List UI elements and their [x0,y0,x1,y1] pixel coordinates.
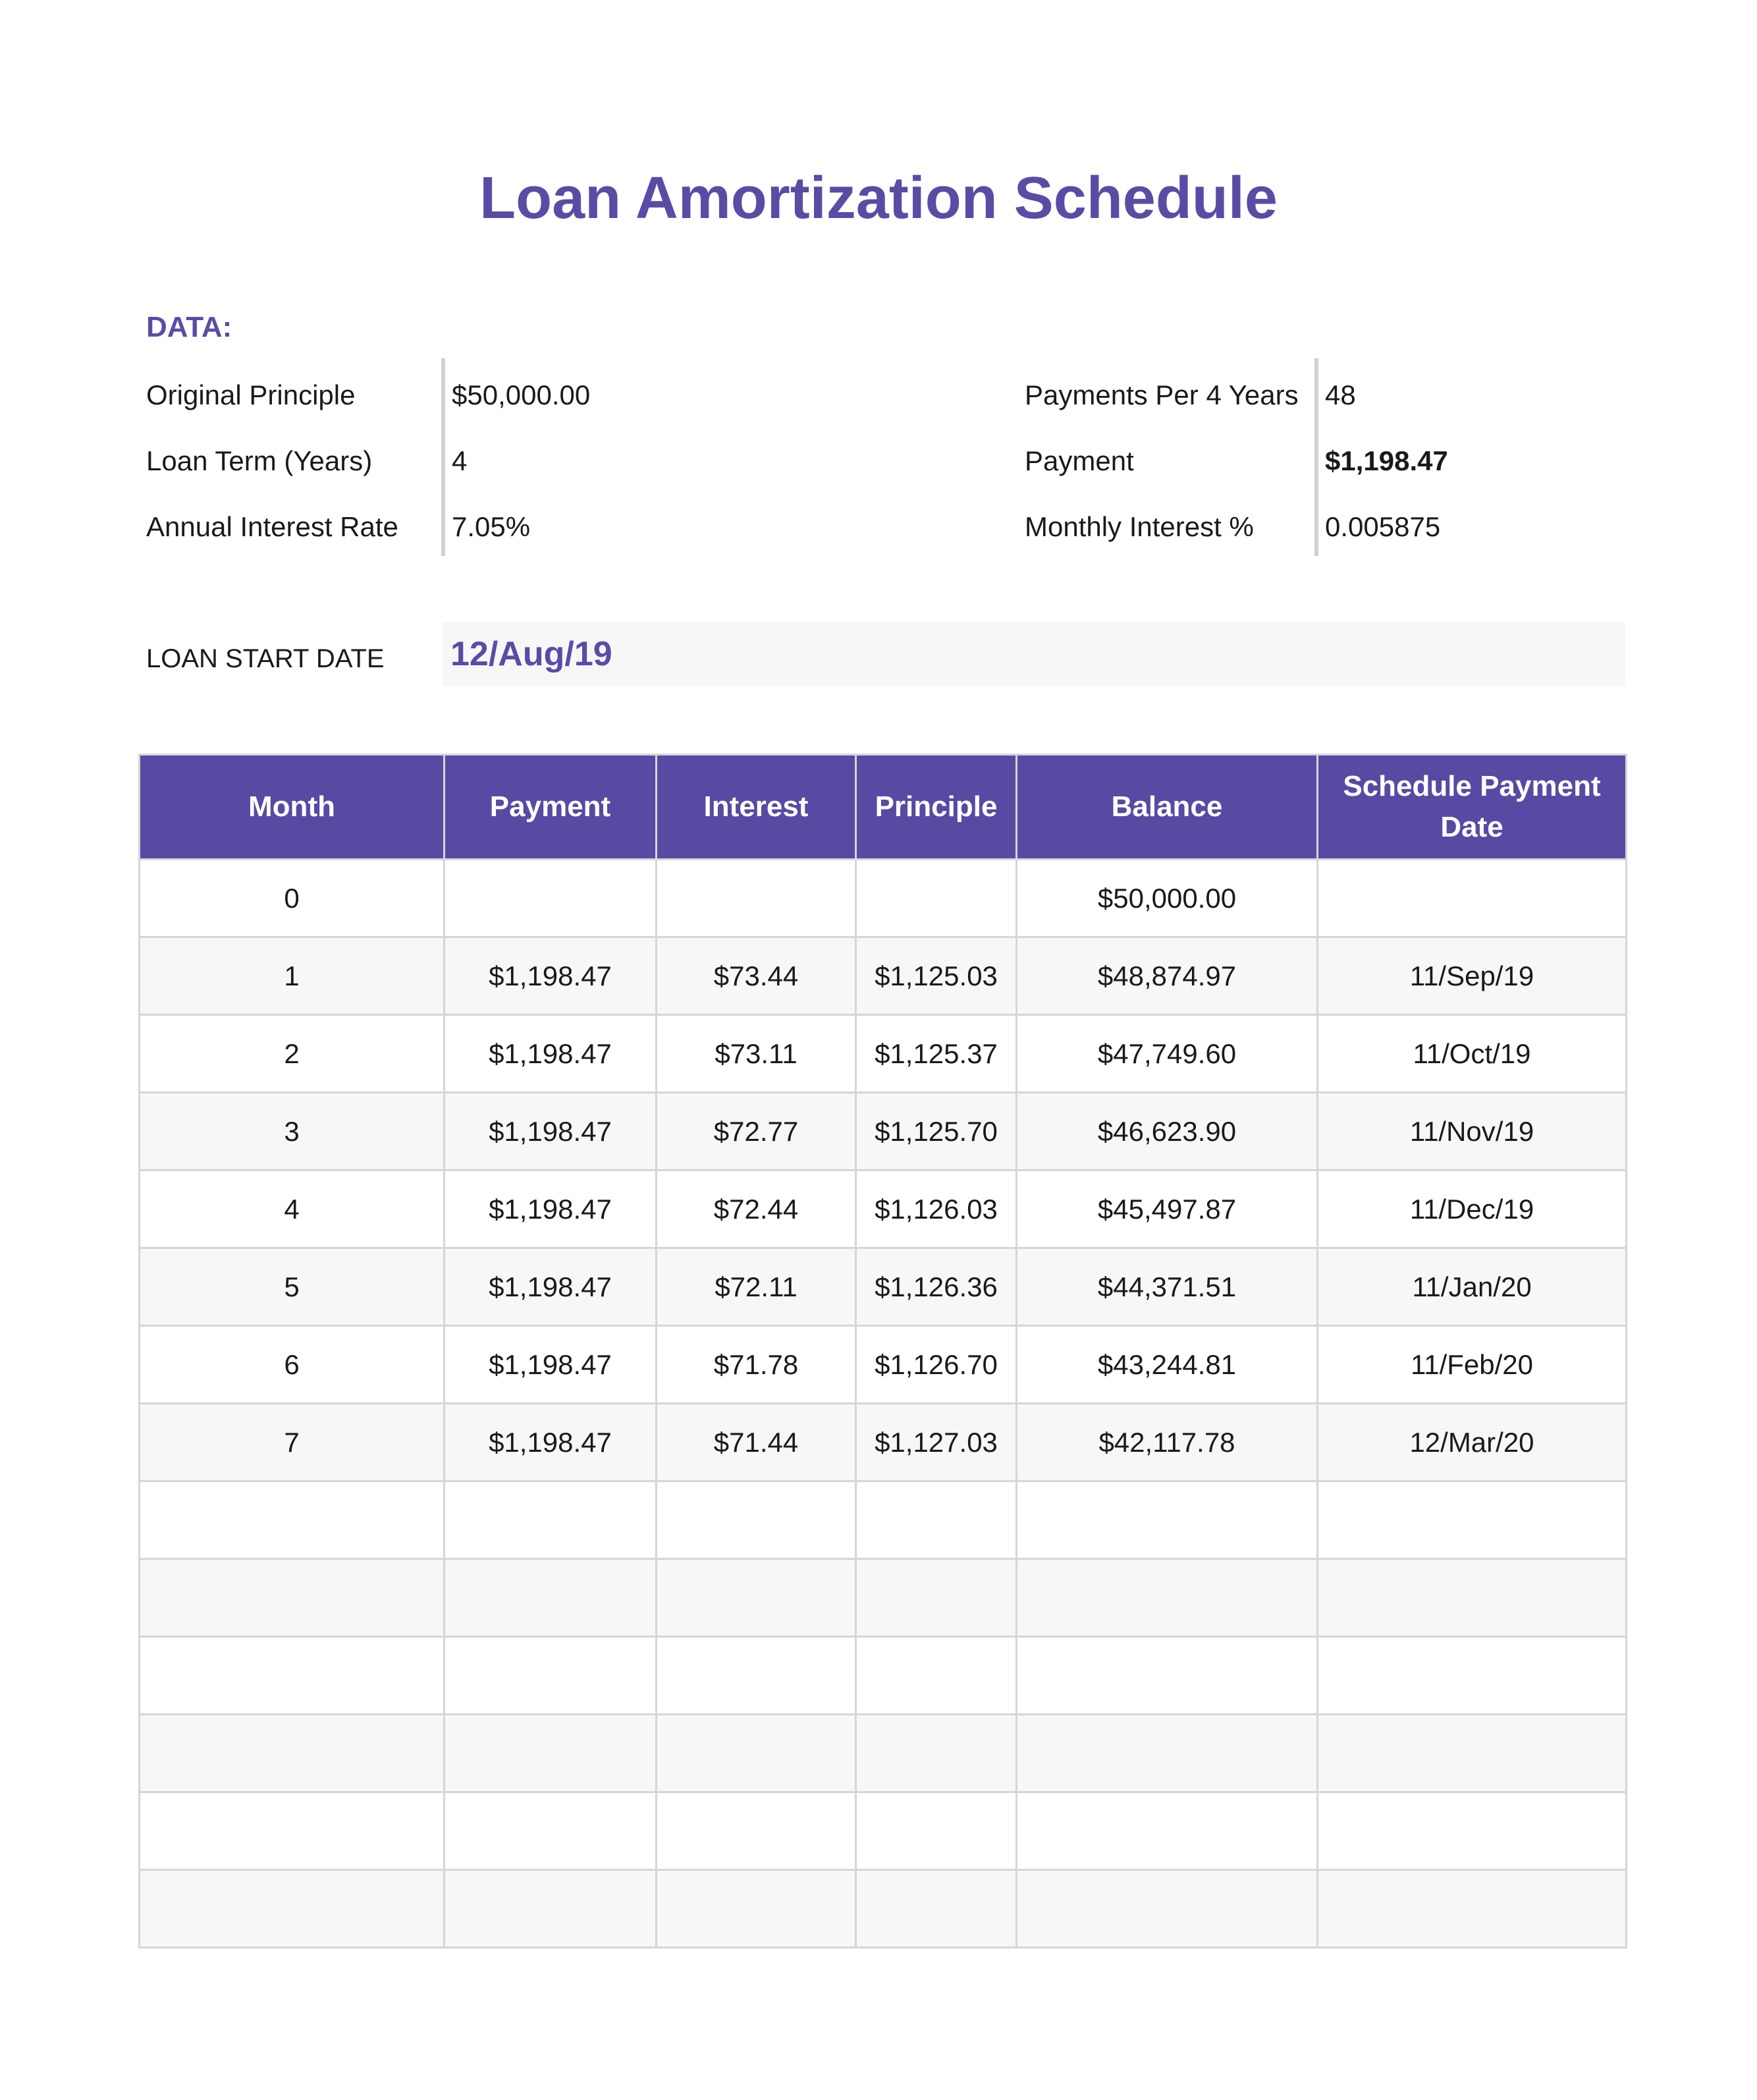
table-row [140,1015,1627,1093]
cell-payment[interactable]: $1,198.47 [445,1404,657,1481]
original-principle-label: Original Principle [146,379,356,410]
cell-month[interactable]: 5 [140,1248,445,1326]
cell-month[interactable] [140,1715,445,1792]
cell-interest[interactable] [657,1792,856,1870]
cell-schedule-date[interactable]: 11/Sep/19 [1318,937,1627,1015]
table-row [140,1326,1627,1404]
monthly-interest-label: Monthly Interest % [1025,511,1254,542]
payment-value: $1,198.47 [1325,445,1448,476]
payment-label: Payment [1025,445,1134,476]
cell-schedule-date[interactable] [1318,1481,1627,1559]
table-row [140,1792,1627,1870]
cell-month[interactable]: 7 [140,1404,445,1481]
cell-balance[interactable] [1017,1715,1318,1792]
cell-payment[interactable] [445,860,657,937]
cell-balance[interactable] [1017,1481,1318,1559]
cell-balance[interactable] [1017,1559,1318,1637]
column-header-interest: Interest [657,755,856,860]
table-row [140,1559,1627,1637]
payments-per-term-label: Payments Per 4 Years [1025,379,1299,410]
table-header-row [140,755,1627,860]
loan-term-label: Loan Term (Years) [146,445,373,476]
cell-balance[interactable]: $42,117.78 [1017,1404,1318,1481]
cell-month[interactable] [140,1481,445,1559]
table-row [140,860,1627,937]
column-header-balance: Balance [1017,755,1318,860]
cell-payment[interactable] [445,1637,657,1715]
cell-interest[interactable] [657,1870,856,1948]
table-row [140,1093,1627,1171]
cell-balance[interactable]: $47,749.60 [1017,1015,1318,1093]
cell-schedule-date[interactable] [1318,1637,1627,1715]
cell-principle[interactable]: $1,126.36 [856,1248,1017,1326]
cell-payment[interactable] [445,1792,657,1870]
cell-balance[interactable]: $48,874.97 [1017,937,1318,1015]
cell-payment[interactable] [445,1870,657,1948]
cell-principle[interactable] [856,1637,1017,1715]
loan-start-date-field[interactable] [443,622,1625,686]
cell-month[interactable]: 4 [140,1171,445,1248]
table-row [140,1171,1627,1248]
cell-interest[interactable]: $72.44 [657,1171,856,1248]
cell-month[interactable]: 1 [140,937,445,1015]
cell-principle[interactable]: $1,126.70 [856,1326,1017,1404]
cell-payment[interactable] [445,1559,657,1637]
payments-per-term-value: 48 [1325,379,1356,410]
table-row [140,937,1627,1015]
cell-principle[interactable]: $1,125.70 [856,1093,1017,1171]
cell-payment[interactable]: $1,198.47 [445,1015,657,1093]
cell-month[interactable]: 6 [140,1326,445,1404]
annual-interest-rate-value: 7.05% [452,511,531,542]
cell-schedule-date[interactable]: 11/Nov/19 [1318,1093,1627,1171]
cell-principle[interactable] [856,1792,1017,1870]
cell-payment[interactable]: $1,198.47 [445,1093,657,1171]
cell-schedule-date[interactable]: 11/Jan/20 [1318,1248,1627,1326]
table-row [140,1481,1627,1559]
cell-interest[interactable] [657,1715,856,1792]
amortization-table [138,754,1627,1948]
cell-principle[interactable] [856,1715,1017,1792]
cell-month[interactable]: 3 [140,1093,445,1171]
column-header-payment: Payment [445,755,657,860]
cell-schedule-date[interactable]: 11/Dec/19 [1318,1171,1627,1248]
cell-interest[interactable] [657,1559,856,1637]
monthly-interest-value: 0.005875 [1325,511,1441,542]
cell-interest[interactable] [657,860,856,937]
cell-interest[interactable]: $71.78 [657,1326,856,1404]
cell-month[interactable]: 0 [140,860,445,937]
column-header-schedule-payment-date: Schedule Payment Date [1318,755,1627,860]
loan-term-value: 4 [452,445,468,476]
cell-payment[interactable] [445,1715,657,1792]
cell-interest[interactable] [657,1637,856,1715]
cell-balance[interactable]: $43,244.81 [1017,1326,1318,1404]
cell-schedule-date[interactable]: 11/Oct/19 [1318,1015,1627,1093]
cell-payment[interactable] [445,1481,657,1559]
left-info-divider [441,358,445,556]
cell-principle[interactable] [856,1870,1017,1948]
cell-principle[interactable]: $1,126.03 [856,1171,1017,1248]
cell-balance[interactable]: $45,497.87 [1017,1171,1318,1248]
cell-interest[interactable]: $73.44 [657,937,856,1015]
cell-interest[interactable]: $72.11 [657,1248,856,1326]
right-info-divider [1314,358,1318,556]
column-header-principle: Principle [856,755,1017,860]
cell-balance[interactable]: $50,000.00 [1017,860,1318,937]
cell-schedule-date[interactable] [1318,860,1627,937]
table-row [140,1404,1627,1481]
cell-balance[interactable] [1017,1870,1318,1948]
cell-month[interactable] [140,1870,445,1948]
cell-payment[interactable]: $1,198.47 [445,1326,657,1404]
cell-schedule-date[interactable]: 11/Feb/20 [1318,1326,1627,1404]
cell-payment[interactable]: $1,198.47 [445,1171,657,1248]
annual-interest-rate-label: Annual Interest Rate [146,511,398,542]
cell-balance[interactable] [1017,1637,1318,1715]
cell-month[interactable] [140,1792,445,1870]
cell-payment[interactable]: $1,198.47 [445,937,657,1015]
table-row [140,1870,1627,1948]
cell-schedule-date[interactable] [1318,1559,1627,1637]
table-row [140,1637,1627,1715]
cell-balance[interactable]: $46,623.90 [1017,1093,1318,1171]
cell-month[interactable] [140,1637,445,1715]
cell-principle[interactable]: $1,125.37 [856,1015,1017,1093]
cell-schedule-date[interactable]: 12/Mar/20 [1318,1404,1627,1481]
data-section-heading: DATA: [146,311,232,343]
loan-start-date-value: 12/Aug/19 [450,635,612,673]
cell-principle[interactable] [856,1481,1017,1559]
cell-interest[interactable]: $73.11 [657,1015,856,1093]
cell-principle[interactable] [856,860,1017,937]
original-principle-value: $50,000.00 [452,379,591,410]
column-header-month: Month [140,755,445,860]
table-row [140,1715,1627,1792]
page-title: Loan Amortization Schedule [479,165,1278,231]
cell-month[interactable]: 2 [140,1015,445,1093]
cell-interest[interactable]: $72.77 [657,1093,856,1171]
table-row [140,1248,1627,1326]
cell-schedule-date[interactable] [1318,1870,1627,1948]
cell-principle[interactable]: $1,127.03 [856,1404,1017,1481]
cell-schedule-date[interactable] [1318,1715,1627,1792]
cell-principle[interactable]: $1,125.03 [856,937,1017,1015]
cell-interest[interactable]: $71.44 [657,1404,856,1481]
cell-interest[interactable] [657,1481,856,1559]
cell-schedule-date[interactable] [1318,1792,1627,1870]
cell-principle[interactable] [856,1559,1017,1637]
cell-payment[interactable]: $1,198.47 [445,1248,657,1326]
cell-balance[interactable]: $44,371.51 [1017,1248,1318,1326]
cell-balance[interactable] [1017,1792,1318,1870]
loan-start-date-label: LOAN START DATE [146,644,385,673]
cell-month[interactable] [140,1559,445,1637]
